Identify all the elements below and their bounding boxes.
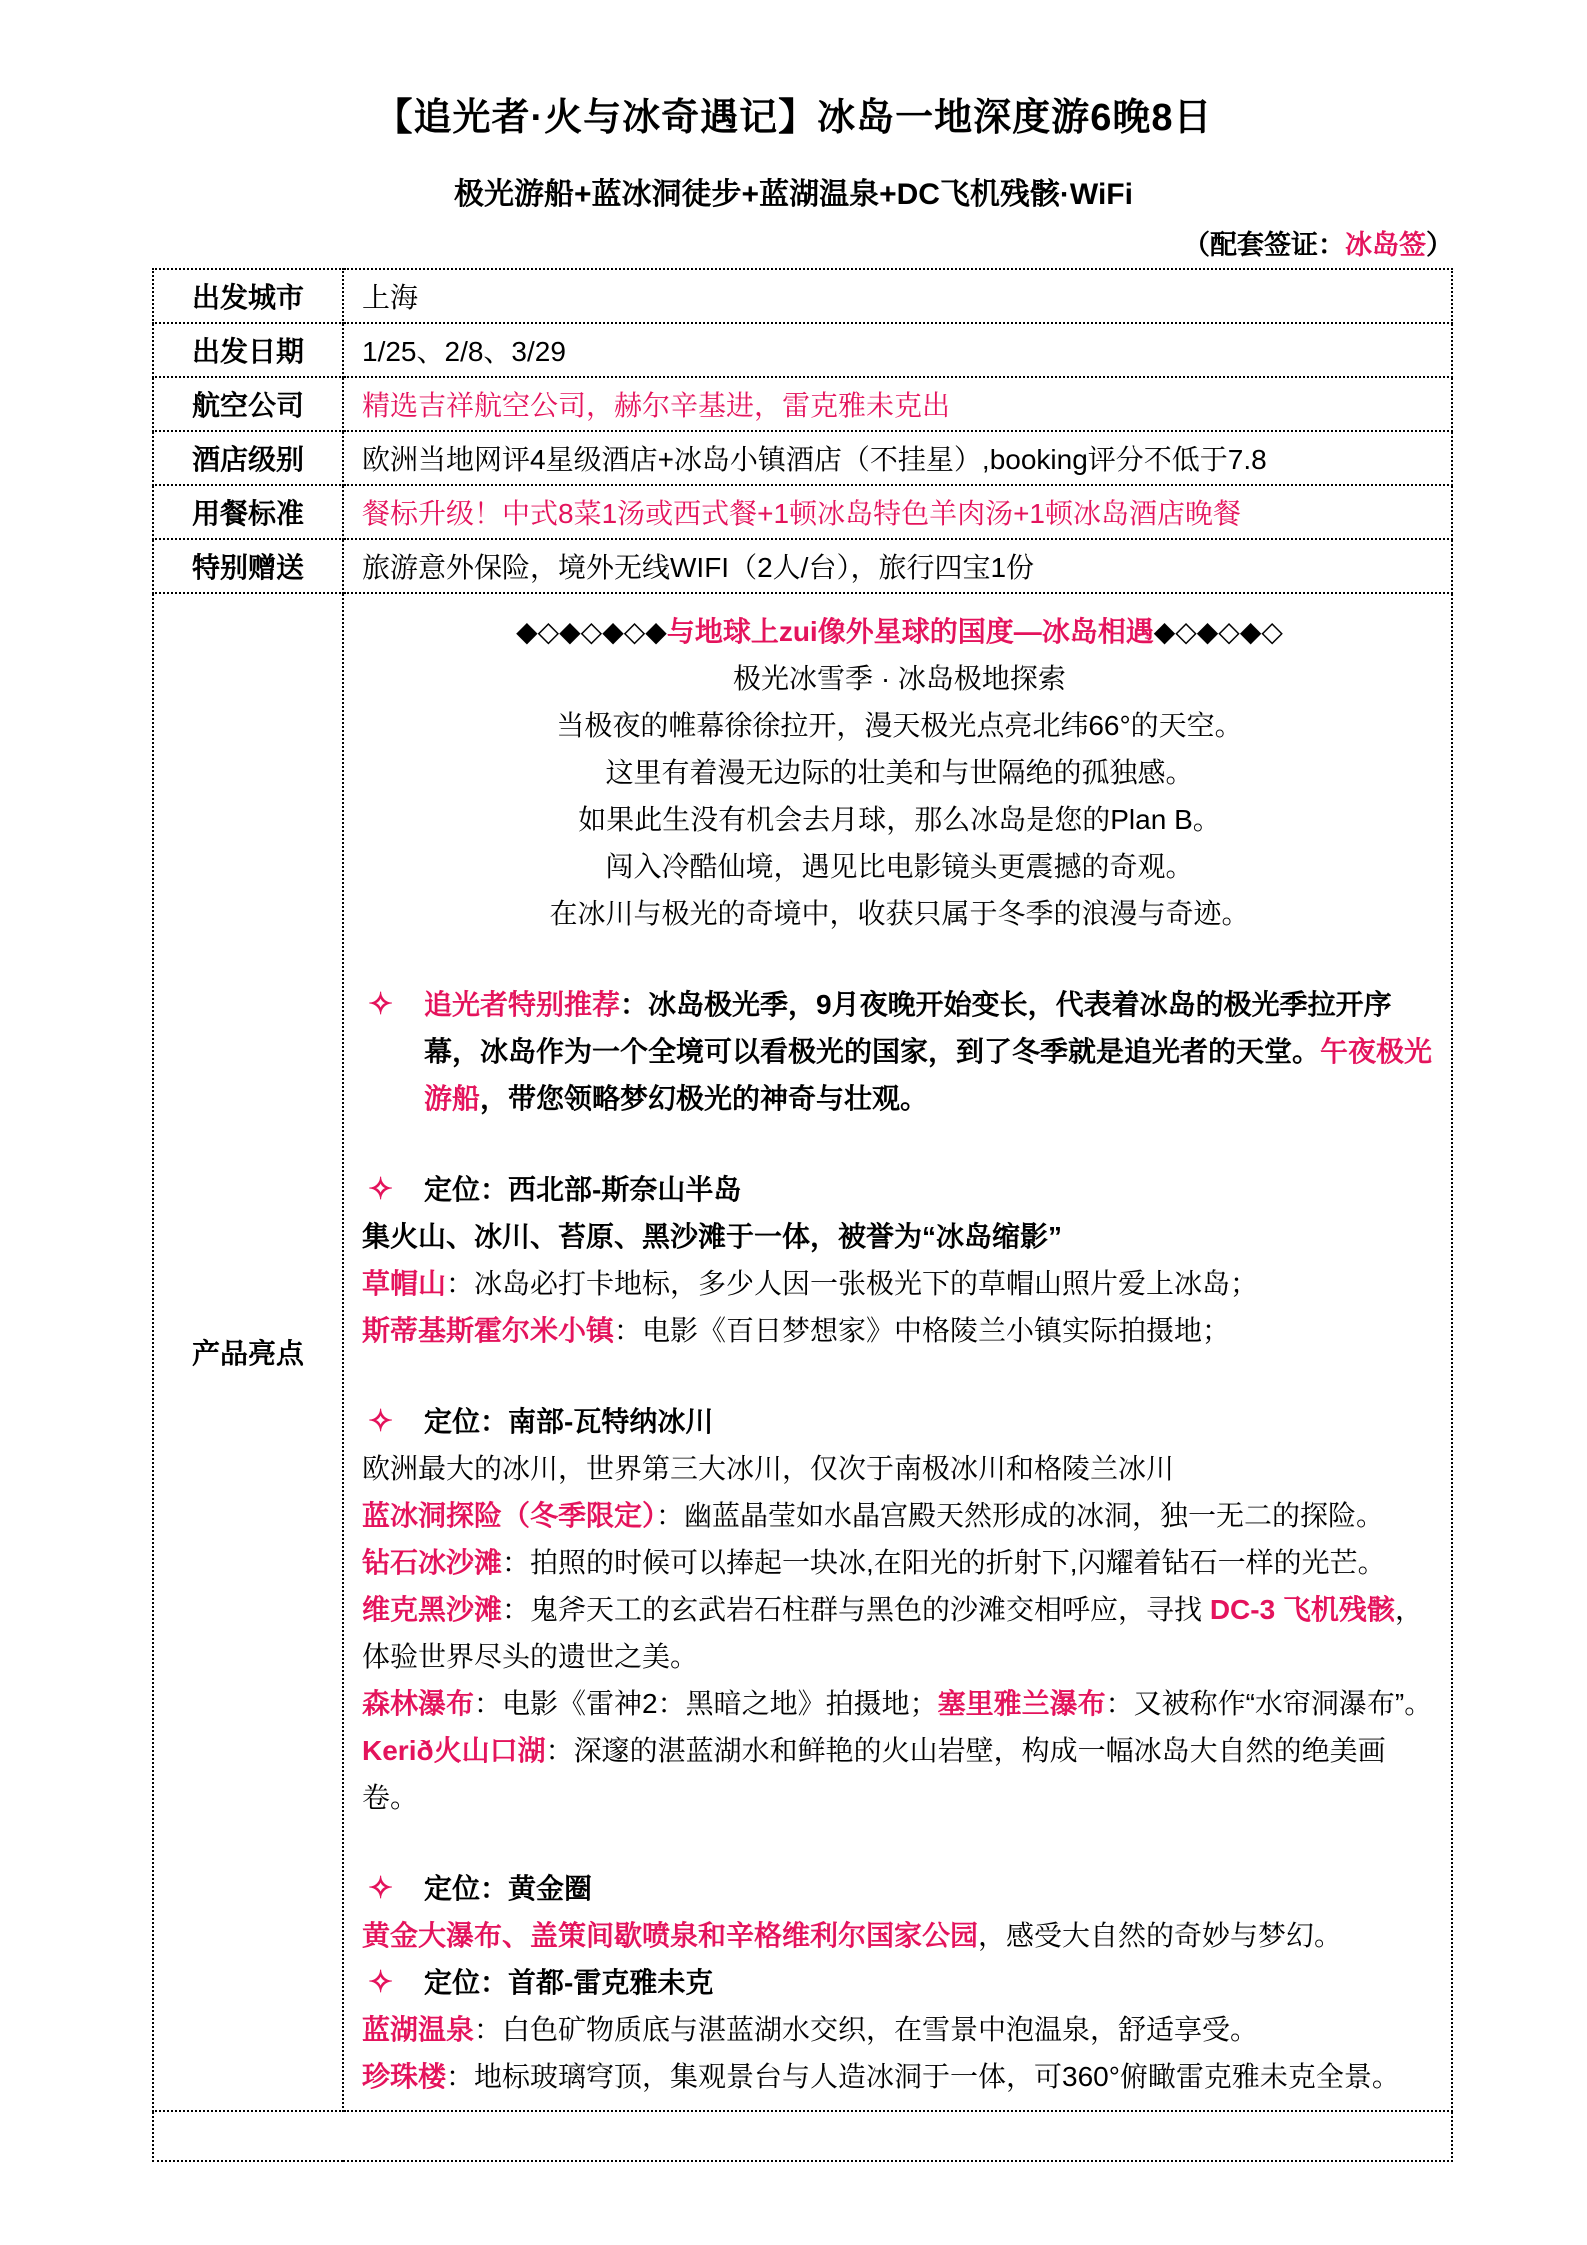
- text-segment: 极光冰雪季 · 冰岛极地探索: [733, 663, 1066, 694]
- text-segment: 与地球上zui像外星球的国度—冰岛相遇: [666, 616, 1154, 647]
- text-segment: 钻石冰沙滩: [362, 1547, 503, 1578]
- highlight-paragraph: [362, 890, 1437, 937]
- itinerary-table: [152, 268, 1453, 2162]
- text-segment: ，感受大自然的奇妙与梦幻。: [978, 1920, 1343, 1951]
- text-segment: 餐标升级！中式8菜1汤或西式餐+1顿冰岛特色羊肉汤+1顿冰岛酒店晚餐: [362, 498, 1241, 529]
- text-segment: 精选吉祥航空公司，赫尔辛基进，雷克雅未克出: [362, 390, 951, 421]
- text-segment: ：地标玻璃穹顶，集观景台与人造冰洞于一体，可360°俯瞰雷克雅未克全景。: [446, 2061, 1400, 2092]
- info-row: [153, 323, 1452, 377]
- text-segment: ：深邃的湛蓝湖水和鲜艳的火山岩壁，构成一幅冰岛大自然的绝美画卷。: [362, 1735, 1386, 1813]
- text-segment: 1/25、2/8、3/29: [362, 336, 566, 367]
- text-segment: Kerið火山口湖: [362, 1735, 546, 1766]
- text-segment: 定位：首都-雷克雅未克: [424, 1967, 714, 1998]
- highlight-paragraph: [362, 1865, 1437, 1912]
- highlight-paragraph: [362, 1727, 1437, 1821]
- highlight-paragraph: [362, 2053, 1437, 2100]
- paragraph-text: [424, 1959, 1437, 2006]
- paragraph-text: [424, 1865, 1437, 1912]
- text-segment: 如果此生没有机会去月球，那么冰岛是您的Plan B。: [578, 804, 1221, 835]
- text-segment: ：白色矿物质底与湛蓝湖水交织，在雪景中泡温泉，舒适享受。: [474, 2014, 1259, 2045]
- paragraph-text: [424, 1398, 1437, 1445]
- text-segment: ：冰岛必打卡地标，多少人因一张极光下的草帽山照片爱上冰岛；: [446, 1268, 1259, 1299]
- text-segment: 上海: [362, 282, 419, 313]
- highlight-paragraph: [362, 1445, 1437, 1492]
- info-row-label: 用餐标准: [153, 485, 343, 539]
- paragraph-spacer: [362, 1354, 1437, 1398]
- info-row-value: [343, 431, 1452, 485]
- info-row: [153, 269, 1452, 323]
- info-row: [153, 431, 1452, 485]
- text-segment: 珍珠楼: [362, 2061, 447, 2092]
- info-row-label: 酒店级别: [153, 431, 343, 485]
- text-segment: ：鬼斧天工的玄武岩石柱群与黑色的沙滩交相呼应，寻找: [502, 1594, 1210, 1625]
- highlight-paragraph: [362, 1912, 1437, 1959]
- highlight-paragraph: [362, 1586, 1437, 1680]
- paragraph-spacer: [362, 937, 1437, 981]
- info-row-label: 出发日期: [153, 323, 343, 377]
- text-segment: ：冰岛极光季，9月夜晚开始变长，代表着冰岛的极光季拉开序幕，冰岛作为一个全境可以看极光的国家，到了冬季就是追光者的天堂。: [424, 989, 1392, 1067]
- text-segment: 午夜极光游船: [424, 1036, 1433, 1114]
- info-row: [153, 485, 1452, 539]
- sparkle-bullet-icon: ✧: [368, 1872, 394, 1905]
- text-segment: 在冰川与极光的奇境中，收获只属于冬季的浪漫与奇迹。: [549, 898, 1250, 929]
- text-segment: ，带您领略梦幻极光的神奇与壮观。: [480, 1083, 929, 1114]
- text-segment: 欧洲最大的冰川，世界第三大冰川，仅次于南极冰川和格陵兰冰川: [362, 1453, 1175, 1484]
- info-row-label: 出发城市: [153, 269, 343, 323]
- text-segment: 森林瀑布: [362, 1688, 475, 1719]
- text-segment: 定位：南部-瓦特纳冰川: [424, 1406, 714, 1437]
- highlight-paragraph: [362, 749, 1437, 796]
- highlight-paragraph: [362, 1492, 1437, 1539]
- sparkle-bullet-icon: ✧: [368, 1966, 394, 1999]
- highlight-paragraph: [362, 843, 1437, 890]
- highlight-paragraph: [362, 702, 1437, 749]
- text-segment: 集火山、冰川、苔原、黑沙滩于一体，被誉为“冰岛缩影”: [362, 1221, 1063, 1252]
- highlights-row: [153, 593, 1452, 2111]
- sparkle-bullet-icon: ✧: [368, 988, 394, 1021]
- visa-prefix: （配套签证：: [1183, 230, 1345, 260]
- paragraph-text: [424, 1166, 1437, 1213]
- highlight-paragraph: [362, 796, 1437, 843]
- text-segment: 黄金大瀑布、盖策间歇喷泉和辛格维利尔国家公园: [362, 1920, 979, 1951]
- text-segment: 蓝湖温泉: [362, 2014, 475, 2045]
- info-row-value: [343, 539, 1452, 593]
- highlight-paragraph: [362, 655, 1437, 702]
- highlights-label: 产品亮点: [153, 593, 343, 2111]
- highlight-paragraph: [362, 1539, 1437, 1586]
- text-segment: 定位：黄金圈: [424, 1873, 593, 1904]
- text-segment: ，体验世界尽头的遗世之美。: [362, 1594, 1423, 1672]
- empty-cell: [153, 2111, 1452, 2161]
- text-segment: ：幽蓝晶莹如水晶宫殿天然形成的冰洞，独一无二的探险。: [656, 1500, 1385, 1531]
- highlight-paragraph: [362, 1959, 1437, 2006]
- info-row: [153, 539, 1452, 593]
- paragraph-spacer: [362, 1821, 1437, 1865]
- text-segment: DC-3 飞机残骸: [1209, 1594, 1395, 1625]
- paragraph-text: [424, 981, 1437, 1122]
- info-row-value: [343, 377, 1452, 431]
- sparkle-bullet-icon: ✧: [368, 1405, 394, 1438]
- visa-line: [0, 223, 1453, 262]
- highlight-paragraph: [362, 608, 1437, 655]
- highlight-paragraph: [362, 1398, 1437, 1445]
- highlight-paragraph: [362, 2006, 1437, 2053]
- info-row-label: 特别赠送: [153, 539, 343, 593]
- highlight-paragraph: [362, 1213, 1437, 1260]
- empty-row: [153, 2111, 1452, 2161]
- text-segment: 闯入冷酷仙境，遇见比电影镜头更震撼的奇观。: [605, 851, 1194, 882]
- text-segment: 这里有着漫无边际的壮美和与世隔绝的孤独感。: [605, 757, 1194, 788]
- text-segment: ：拍照的时候可以捧起一块冰,在阳光的折射下,闪耀着钻石一样的光芒。: [502, 1547, 1386, 1578]
- text-segment: 蓝冰洞探险（冬季限定）: [362, 1500, 657, 1531]
- text-segment: ◆◇◆◇◆◇: [1153, 616, 1283, 647]
- info-row-value: [343, 269, 1452, 323]
- text-segment: 欧洲当地网评4星级酒店+冰岛小镇酒店（不挂星）,booking评分不低于7.8: [362, 444, 1267, 475]
- text-segment: ：电影《百日梦想家》中格陵兰小镇实际拍摄地；: [614, 1315, 1231, 1346]
- page-title: 【追光者·火与冰奇遇记】冰岛一地深度游6晚8日: [374, 97, 1213, 139]
- info-row-value: [343, 323, 1452, 377]
- text-segment: 旅游意外保险，境外无线WIFI（2人/台），旅行四宝1份: [362, 552, 1035, 583]
- visa-suffix: ）: [1426, 230, 1453, 260]
- info-row-label: 航空公司: [153, 377, 343, 431]
- text-segment: 草帽山: [362, 1268, 447, 1299]
- text-segment: 追光者特别推荐: [424, 989, 621, 1020]
- text-segment: 当极夜的帷幕徐徐拉开，漫天极光点亮北纬66°的天空。: [556, 710, 1243, 741]
- info-row: [153, 377, 1452, 431]
- highlight-paragraph: [362, 1166, 1437, 1213]
- highlight-paragraph: [362, 1680, 1437, 1727]
- page-subtitle: 极光游船+蓝冰洞徒步+蓝湖温泉+DC飞机残骸·WiFi: [454, 178, 1133, 211]
- text-segment: 斯蒂基斯霍尔米小镇: [362, 1315, 615, 1346]
- paragraph-spacer: [362, 1122, 1437, 1166]
- highlight-paragraph: [362, 1307, 1437, 1354]
- highlight-paragraph: [362, 1260, 1437, 1307]
- text-segment: 定位：西北部-斯奈山半岛: [424, 1174, 742, 1205]
- info-row-value: [343, 485, 1452, 539]
- text-segment: ：电影《雷神2：黑暗之地》拍摄地；: [474, 1688, 938, 1719]
- visa-highlight: 冰岛签: [1345, 230, 1426, 260]
- highlight-paragraph: [362, 981, 1437, 1122]
- text-segment: 塞里雅兰瀑布: [937, 1688, 1106, 1719]
- text-segment: 维克黑沙滩: [362, 1594, 503, 1625]
- sparkle-bullet-icon: ✧: [368, 1173, 394, 1206]
- text-segment: ：又被称作“水帘洞瀑布”。: [1105, 1688, 1433, 1719]
- text-segment: ◆◇◆◇◆◇◆: [516, 616, 667, 647]
- highlights-content: [343, 593, 1452, 2111]
